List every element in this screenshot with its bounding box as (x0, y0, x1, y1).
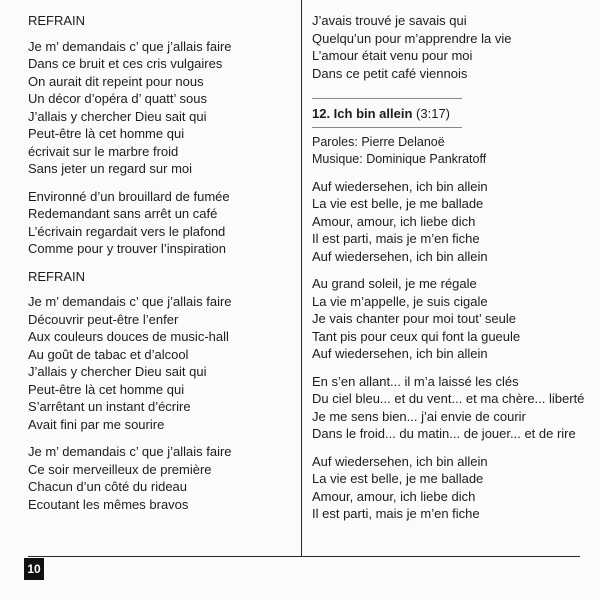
song-lyrics (312, 178, 592, 523)
lyric-line: Amour, amour, ich liebe dich (312, 213, 476, 229)
stanza (312, 275, 592, 363)
song-separator (312, 98, 462, 99)
lyric-line: L’amour était venu pour moi (312, 48, 473, 63)
lyric-line: Je me sens bien... j’ai envie de courir (312, 408, 526, 424)
lyric-line: Sans jeter un regard sur moi (28, 161, 193, 176)
lyric-line: Auf wiedersehen, ich bin allein (312, 178, 488, 194)
lyric-line: Amour, amour, ich liebe dich (312, 488, 476, 504)
lyric-line: Dans ce petit café viennois (312, 65, 468, 81)
lyric-line: Chacun d’un côté du rideau (28, 479, 188, 494)
music-credit: Musique: Dominique Pankratoff (312, 151, 487, 166)
stanza (28, 293, 290, 433)
refrain-heading: REFRAIN (28, 268, 86, 284)
lyric-line: Auf wiedersehen, ich bin allein (312, 248, 488, 264)
lyric-line: écrivait sur le marbre froid (28, 143, 179, 159)
stanza (312, 373, 592, 443)
lyric-line: Auf wiedersehen, ich bin allein (312, 346, 488, 361)
lyric-line: Environné d’un brouillard de fumée (28, 188, 230, 204)
song-separator-bottom (312, 127, 462, 128)
stanza (28, 38, 290, 178)
song-title-row (312, 105, 592, 123)
refrain-heading: REFRAIN (28, 13, 86, 28)
lyric-line: Redemandant sans arrêt un café (28, 206, 218, 221)
lyric-line: Un décor d’opéra d’ quatt’ sous (28, 91, 207, 106)
lyric-line: L’écrivain regardait vers le plafond (28, 223, 226, 239)
footer-rule (28, 556, 580, 557)
lyric-line: J’allais y chercher Dieu sait qui (28, 108, 207, 124)
lyric-line: Je vais chanter pour moi tout’ seule (312, 311, 517, 326)
lyric-line: En s’en allant... il m’a laissé les clés (312, 373, 519, 389)
lyric-line: Il est parti, mais je m’en fiche (312, 506, 480, 521)
lyric-line: Du ciel bleu... et du vent... et ma chère... liberté (312, 391, 585, 406)
song-title: 12. Ich bin allein (312, 106, 413, 121)
lyric-line: Avait fini par me sourire (28, 416, 165, 432)
lyrics-credit: Paroles: Pierre Delanoë (312, 134, 445, 149)
lyric-line: Aux couleurs douces de music-hall (28, 329, 229, 344)
lyric-line: Tant pis pour ceux qui font la gueule (312, 328, 521, 344)
lyric-line: Je m’ demandais c’ que j’allais faire (28, 294, 232, 309)
lyric-line: Dans ce bruit et ces cris vulgaires (28, 56, 223, 71)
song-duration: (3:17) (416, 106, 451, 121)
lyric-line: Ecoutant les mêmes bravos (28, 496, 189, 512)
lyric-line: Dans le froid... du matin... de jouer... et de rire (312, 426, 576, 441)
lyric-line: Je m’ demandais c’ que j’allais faire (28, 444, 232, 459)
lyric-line: La vie est belle, je me ballade (312, 471, 484, 486)
stanza (312, 178, 592, 266)
lyric-line: Comme pour y trouver l’inspiration (28, 241, 226, 256)
lyric-line: J’avais trouvé je savais qui (312, 13, 467, 28)
lyric-line: Quelqu’un pour m’apprendre la vie (312, 30, 512, 46)
lyric-line: Au goût de tabac et d’alcool (28, 346, 189, 362)
lyric-line: La vie m’appelle, je suis cigale (312, 293, 488, 309)
column-divider (301, 0, 302, 556)
lyric-line: Au grand soleil, je me régale (312, 276, 477, 291)
lyric-line: On aurait dit repeint pour nous (28, 73, 204, 89)
stanza (28, 188, 290, 258)
lyric-line: Peut-être là cet homme qui (28, 126, 185, 141)
lyric-line: J’allais y chercher Dieu sait qui (28, 364, 207, 379)
right-column (312, 12, 592, 523)
lyric-line: Auf wiedersehen, ich bin allein (312, 453, 488, 469)
lyric-line: S’arrêtant un instant d’écrire (28, 399, 191, 414)
intro-stanza (312, 12, 592, 82)
lyric-line: Ce soir merveilleux de première (28, 461, 212, 477)
lyric-line: La vie est belle, je me ballade (312, 196, 484, 211)
lyric-line: Peut-être là cet homme qui (28, 381, 185, 397)
lyric-line: Je m’ demandais c’ que j’allais faire (28, 38, 232, 54)
lyric-line: Découvrir peut-être l’enfer (28, 311, 179, 327)
stanza (312, 453, 592, 523)
lyric-line: Il est parti, mais je m’en fiche (312, 231, 480, 246)
left-column (28, 12, 290, 523)
page-number: 10 (24, 558, 44, 580)
stanza (28, 443, 290, 513)
